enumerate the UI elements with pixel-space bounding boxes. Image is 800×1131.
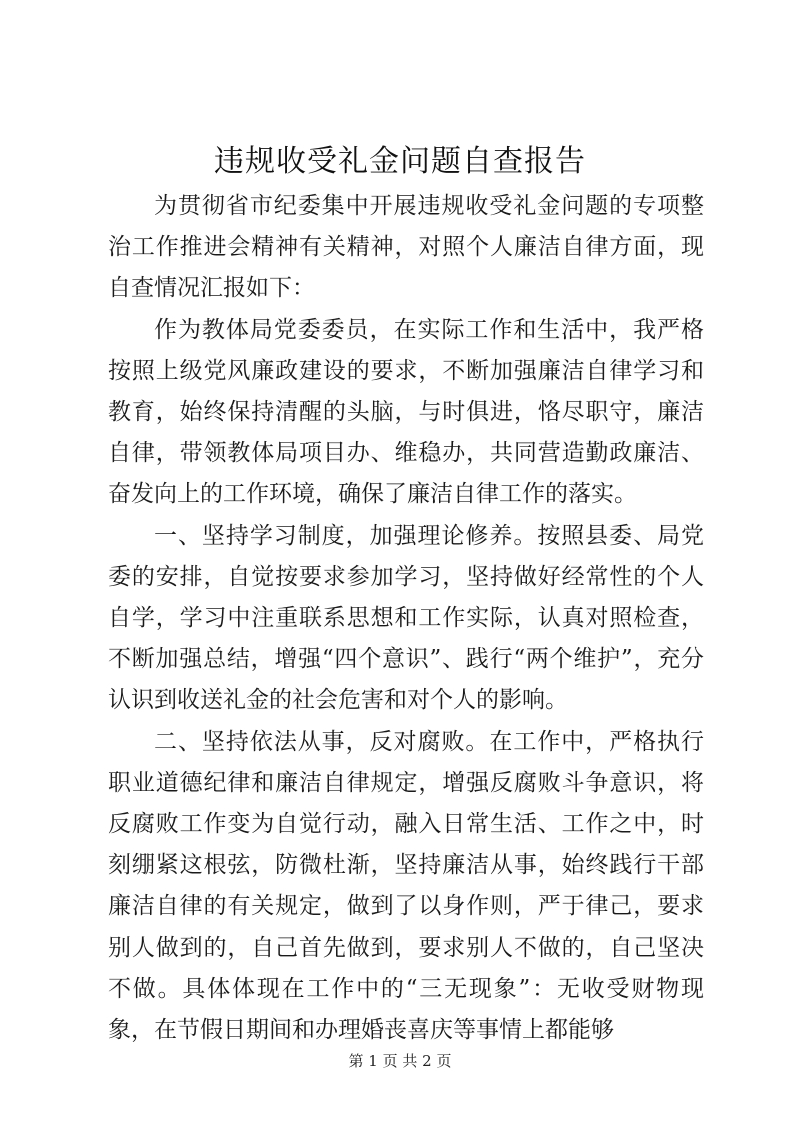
- paragraph-study: 一、坚持学习制度，加强理论修养。按照县委、局党委的安排，自觉按要求参加学习，坚持做好经常性的个人自学，学习中注重联系思想和工作实际，认真对照检查，不断加强总结，增强“四个意识”、践行“两个维护”，充分认识到收送礼金的社会危害和对个人的影响。: [108, 522, 704, 714]
- paragraph-role: 作为教体局党委委员，在实际工作和生活中，我严格按照上级党风廉政建设的要求，不断加强廉洁自律学习和教育，始终保持清醒的头脑，与时俱进，恪尽职守，廉洁自律，带领教体局项目办、维稳办，共同营造勤政廉洁、奋发向上的工作环境，确保了廉洁自律工作的落实。: [108, 316, 704, 508]
- page-footer: 第 1 页 共 2 页: [348, 1052, 452, 1070]
- paragraph-anticorruption: 二、坚持依法从事，反对腐败。在工作中，严格执行职业道德纪律和廉洁自律规定，增强反腐败斗争意识，将反腐败工作变为自觉行动，融入日常生活、工作之中，时刻绷紧这根弦，防微杜渐，坚持廉洁从事，始终践行干部廉洁自律的有关规定，做到了以身作则，严于律己，要求别人做到的，自己首先做到，要求别人不做的，自己坚决不做。具体体现在工作中的“三无现象”：无收受财物现象，在节假日期间和办理婚丧喜庆等事情上都能够: [108, 728, 704, 1044]
- document-body: [108, 186, 704, 1051]
- paragraph-intro: 为贯彻省市纪委集中开展违规收受礼金问题的专项整治工作推进会精神有关精神，对照个人廉洁自律方面，现自查情况汇报如下：: [108, 193, 704, 302]
- document-title: 违规收受礼金问题自查报告: [214, 144, 586, 179]
